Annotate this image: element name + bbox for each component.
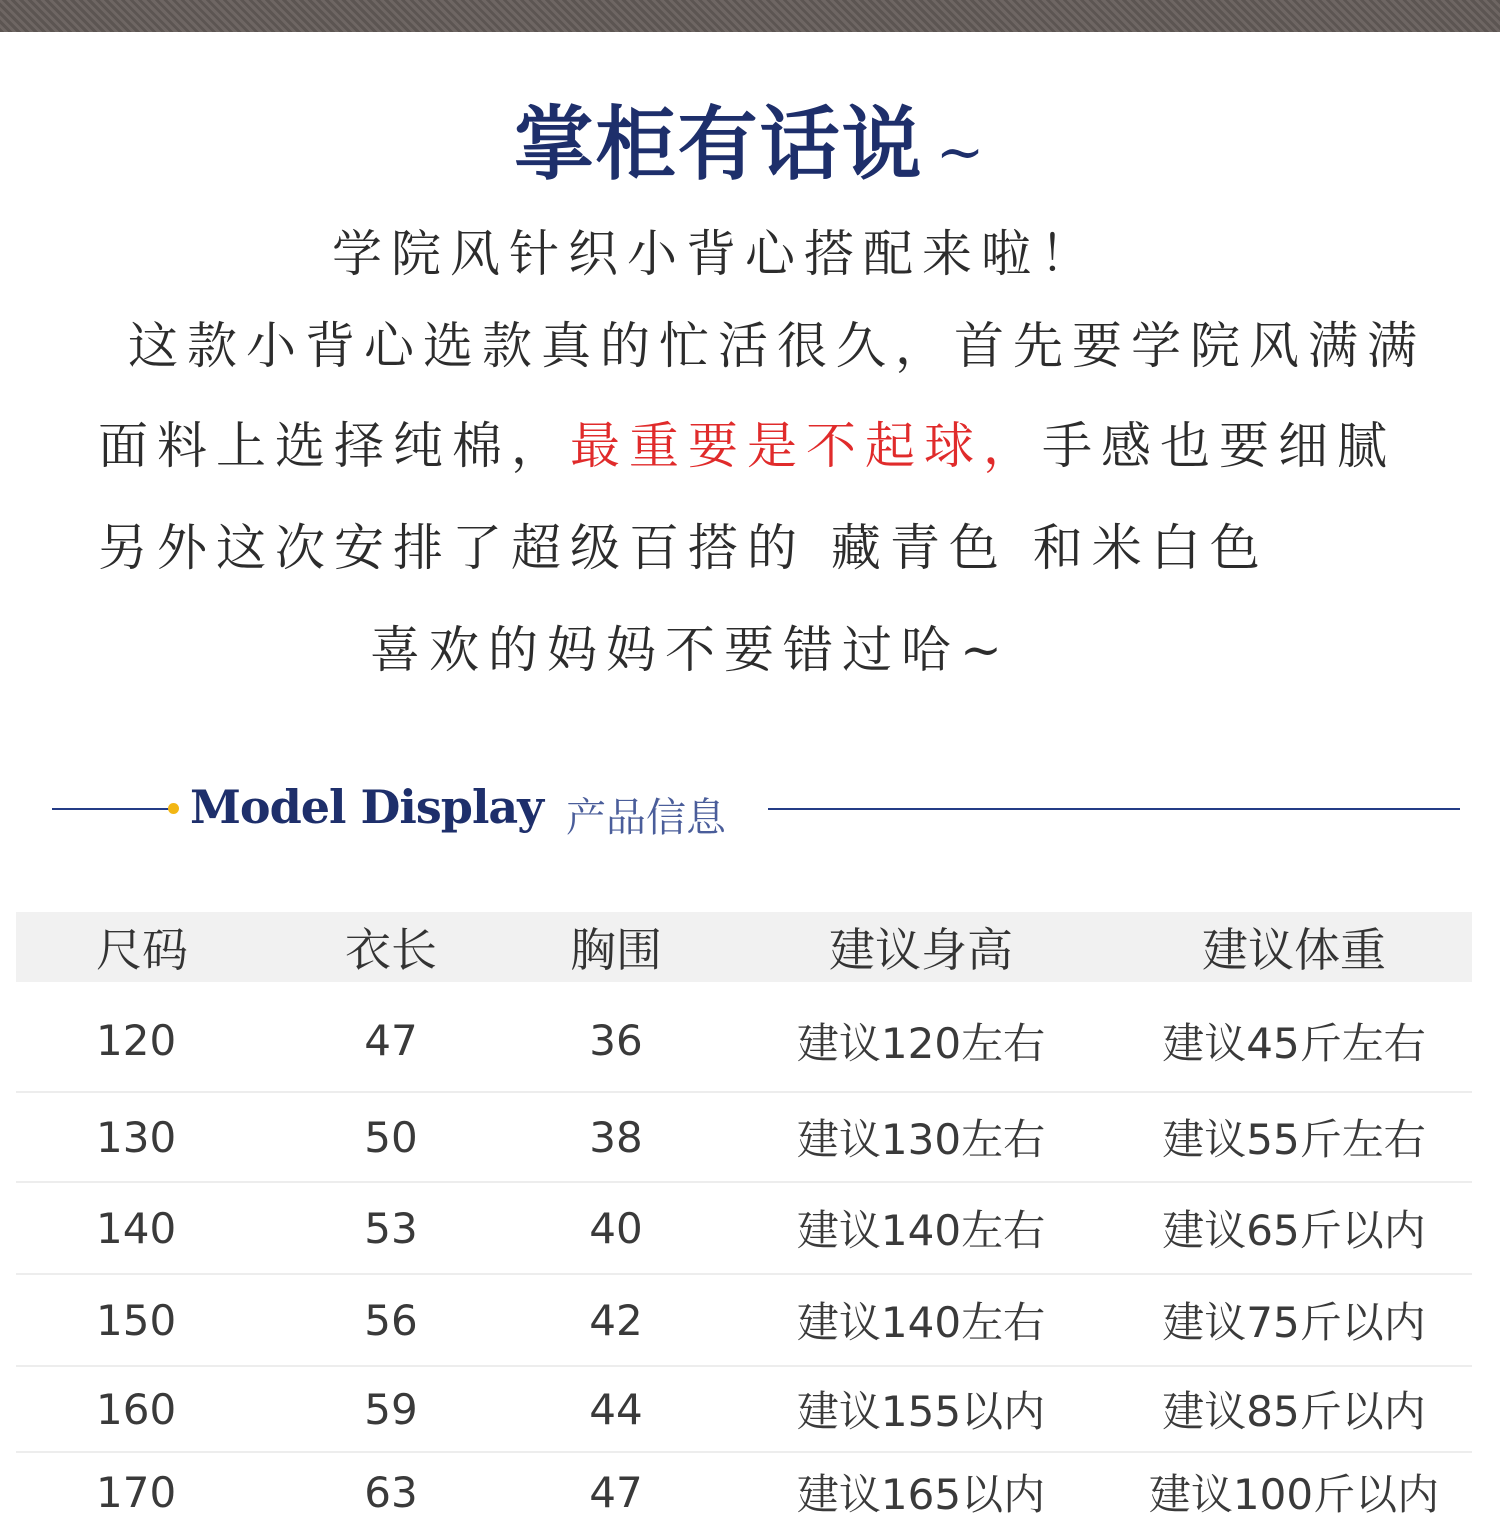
section-dot-icon xyxy=(168,803,179,814)
cell-size: 150 xyxy=(96,1295,177,1345)
cell-height: 建议130左右 xyxy=(796,1115,1046,1164)
intro-line-3-start: 面料上选择纯棉， xyxy=(98,417,570,475)
cell-size: 170 xyxy=(96,1467,177,1517)
cell-weight: 建议100斤以内 xyxy=(1148,1470,1440,1519)
intro-line-1: 学院风针织小背心搭配来啦！ xyxy=(332,225,1099,283)
cell-weight: 建议65斤以内 xyxy=(1162,1206,1426,1255)
section-title-cn: 产品信息 xyxy=(566,795,726,841)
cell-chest: 40 xyxy=(589,1203,643,1253)
section-rule-right xyxy=(768,808,1460,810)
section-title-en: Model Display xyxy=(190,780,543,834)
cell-size: 120 xyxy=(96,1016,177,1065)
cell-chest: 47 xyxy=(589,1467,643,1517)
page-title-tilde: ~ xyxy=(935,118,987,186)
cell-chest: 36 xyxy=(589,1016,643,1065)
cell-length: 63 xyxy=(364,1467,418,1517)
top-decorative-strip xyxy=(0,0,1500,32)
cell-chest: 44 xyxy=(589,1384,643,1434)
intro-highlight-no-pilling: 最重要是不起球， xyxy=(570,417,1042,475)
table-row xyxy=(16,1093,1472,1183)
table-row xyxy=(16,1275,1472,1367)
size-table xyxy=(16,912,1472,1531)
cell-size: 140 xyxy=(96,1203,177,1253)
page-title xyxy=(0,80,1500,195)
header-chest: 胸围 xyxy=(570,923,662,977)
cell-length: 47 xyxy=(364,1016,418,1065)
section-rule-left xyxy=(52,808,170,810)
cell-height: 建议165以内 xyxy=(796,1470,1046,1519)
cell-height: 建议120左右 xyxy=(796,1018,1046,1068)
cell-length: 50 xyxy=(364,1112,418,1162)
intro-line-3 xyxy=(98,406,1396,478)
cell-height: 建议140左右 xyxy=(796,1298,1046,1347)
cell-length: 53 xyxy=(364,1203,418,1253)
cell-height: 建议140左右 xyxy=(796,1206,1046,1255)
table-row xyxy=(16,1367,1472,1453)
cell-weight: 建议85斤以内 xyxy=(1162,1387,1426,1436)
cell-chest: 42 xyxy=(589,1295,643,1345)
cell-weight: 建议55斤左右 xyxy=(1162,1115,1426,1164)
cell-weight: 建议45斤左右 xyxy=(1162,1018,1426,1068)
header-height: 建议身高 xyxy=(829,923,1013,977)
header-length: 衣长 xyxy=(345,923,437,977)
intro-line-5: 喜欢的妈妈不要错过哈~ xyxy=(370,621,1011,679)
table-row xyxy=(16,982,1472,1093)
cell-length: 56 xyxy=(364,1295,418,1345)
table-row xyxy=(16,1453,1472,1531)
intro-line-3-end: 手感也要细腻 xyxy=(1042,417,1396,475)
table-row xyxy=(16,1183,1472,1275)
cell-height: 建议155以内 xyxy=(796,1387,1046,1436)
cell-size: 130 xyxy=(96,1112,177,1162)
intro-line-4: 另外这次安排了超级百搭的 藏青色 和米白色 xyxy=(98,519,1269,577)
size-table-header xyxy=(16,912,1472,982)
page-title-text: 掌柜有话说 xyxy=(513,97,924,191)
cell-chest: 38 xyxy=(589,1112,643,1162)
header-weight: 建议体重 xyxy=(1202,923,1386,977)
cell-weight: 建议75斤以内 xyxy=(1162,1298,1426,1347)
header-size: 尺码 xyxy=(96,923,188,977)
cell-length: 59 xyxy=(364,1384,418,1434)
cell-size: 160 xyxy=(96,1384,177,1434)
intro-line-2: 这款小背心选款真的忙活很久，首先要学院风满满 xyxy=(128,317,1426,375)
